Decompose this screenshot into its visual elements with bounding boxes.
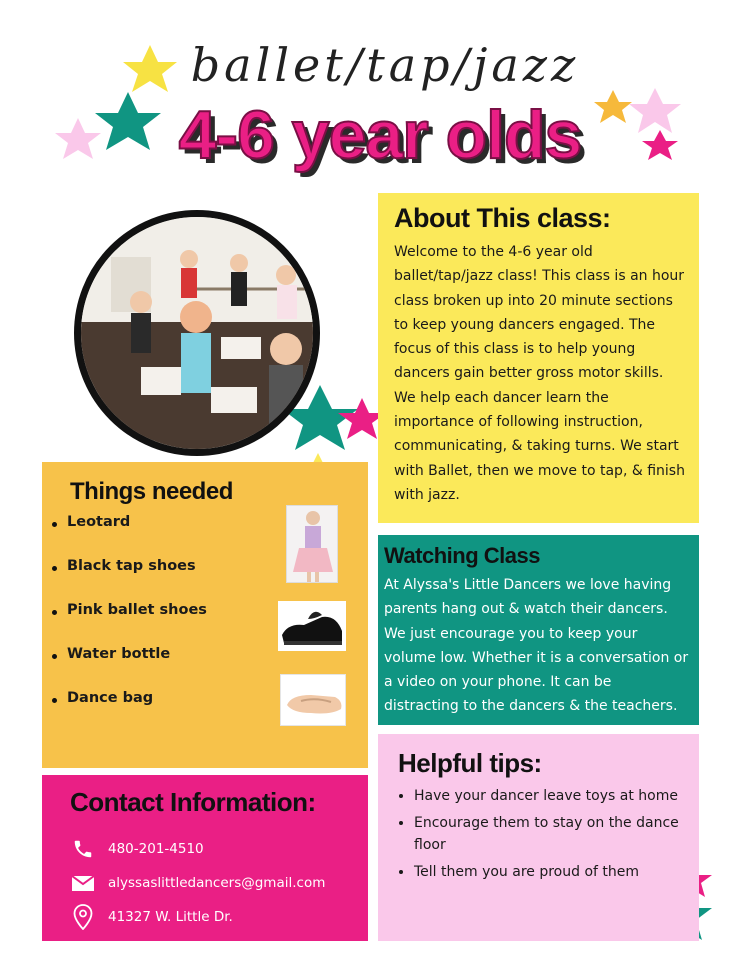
watching-text: At Alyssa's Little Dancers we love having parents hang out & watch their dancers. We just encourage you to keep your volume low. Whether it is a conversation or a video on your phone. It can be distracting to the dancers & the teachers. xyxy=(384,577,689,715)
class-type-title: ballet/tap/jazz xyxy=(190,38,580,92)
list-item: • Have your dancer leave toys at home xyxy=(414,785,689,808)
contact-address: 41327 W. Little Dr. xyxy=(108,909,233,925)
list-item: Leotard xyxy=(70,514,358,558)
about-class-panel xyxy=(378,193,699,523)
contact-panel xyxy=(42,775,368,941)
contact-phone-row xyxy=(70,832,358,866)
location-pin-icon xyxy=(70,904,96,930)
dancers-photo xyxy=(74,210,320,456)
list-item: Black tap shoes xyxy=(70,558,358,602)
age-group-title: 4-6 year olds xyxy=(178,97,582,173)
leotard-image xyxy=(286,505,338,583)
contact-phone[interactable]: 480-201-4510 xyxy=(108,841,204,857)
watching-heading: Watching Class xyxy=(384,543,540,568)
about-heading: About This class: xyxy=(394,203,611,233)
star-icon xyxy=(55,118,101,159)
list-item: Pink ballet shoes xyxy=(70,602,358,646)
about-text: Welcome to the 4-6 year old ballet/tap/jazz class! This class is an hour class broken up into 20 minute sections to keep young dancers engaged. The focus of this class is to help young dancers gain better gross motor skills. We help each dancer learn the importance of following instruction, communicating, & taking turns. We start with Ballet, then we move to tap, & finish with jazz. xyxy=(394,244,685,503)
phone-icon xyxy=(70,836,96,862)
list-item: Water bottle xyxy=(70,646,358,690)
list-item: • Encourage them to stay on the dance floor xyxy=(414,812,689,857)
contact-heading: Contact Information: xyxy=(70,787,316,817)
mail-icon xyxy=(70,870,96,896)
contact-address-row xyxy=(70,900,358,934)
contact-email[interactable]: alyssaslittledancers@gmail.com xyxy=(108,875,326,891)
ballet-shoes-image xyxy=(280,674,346,726)
things-heading: Things needed xyxy=(70,478,233,505)
tips-heading: Helpful tips: xyxy=(398,748,542,778)
tips-list xyxy=(398,785,689,883)
list-item: Dance bag xyxy=(70,690,358,734)
list-item: • Tell them you are proud of them xyxy=(414,861,689,884)
contact-email-row xyxy=(70,866,358,900)
watching-class-panel xyxy=(378,535,699,725)
star-icon xyxy=(642,130,678,160)
helpful-tips-panel xyxy=(378,734,699,941)
tap-shoes-image xyxy=(278,601,346,651)
